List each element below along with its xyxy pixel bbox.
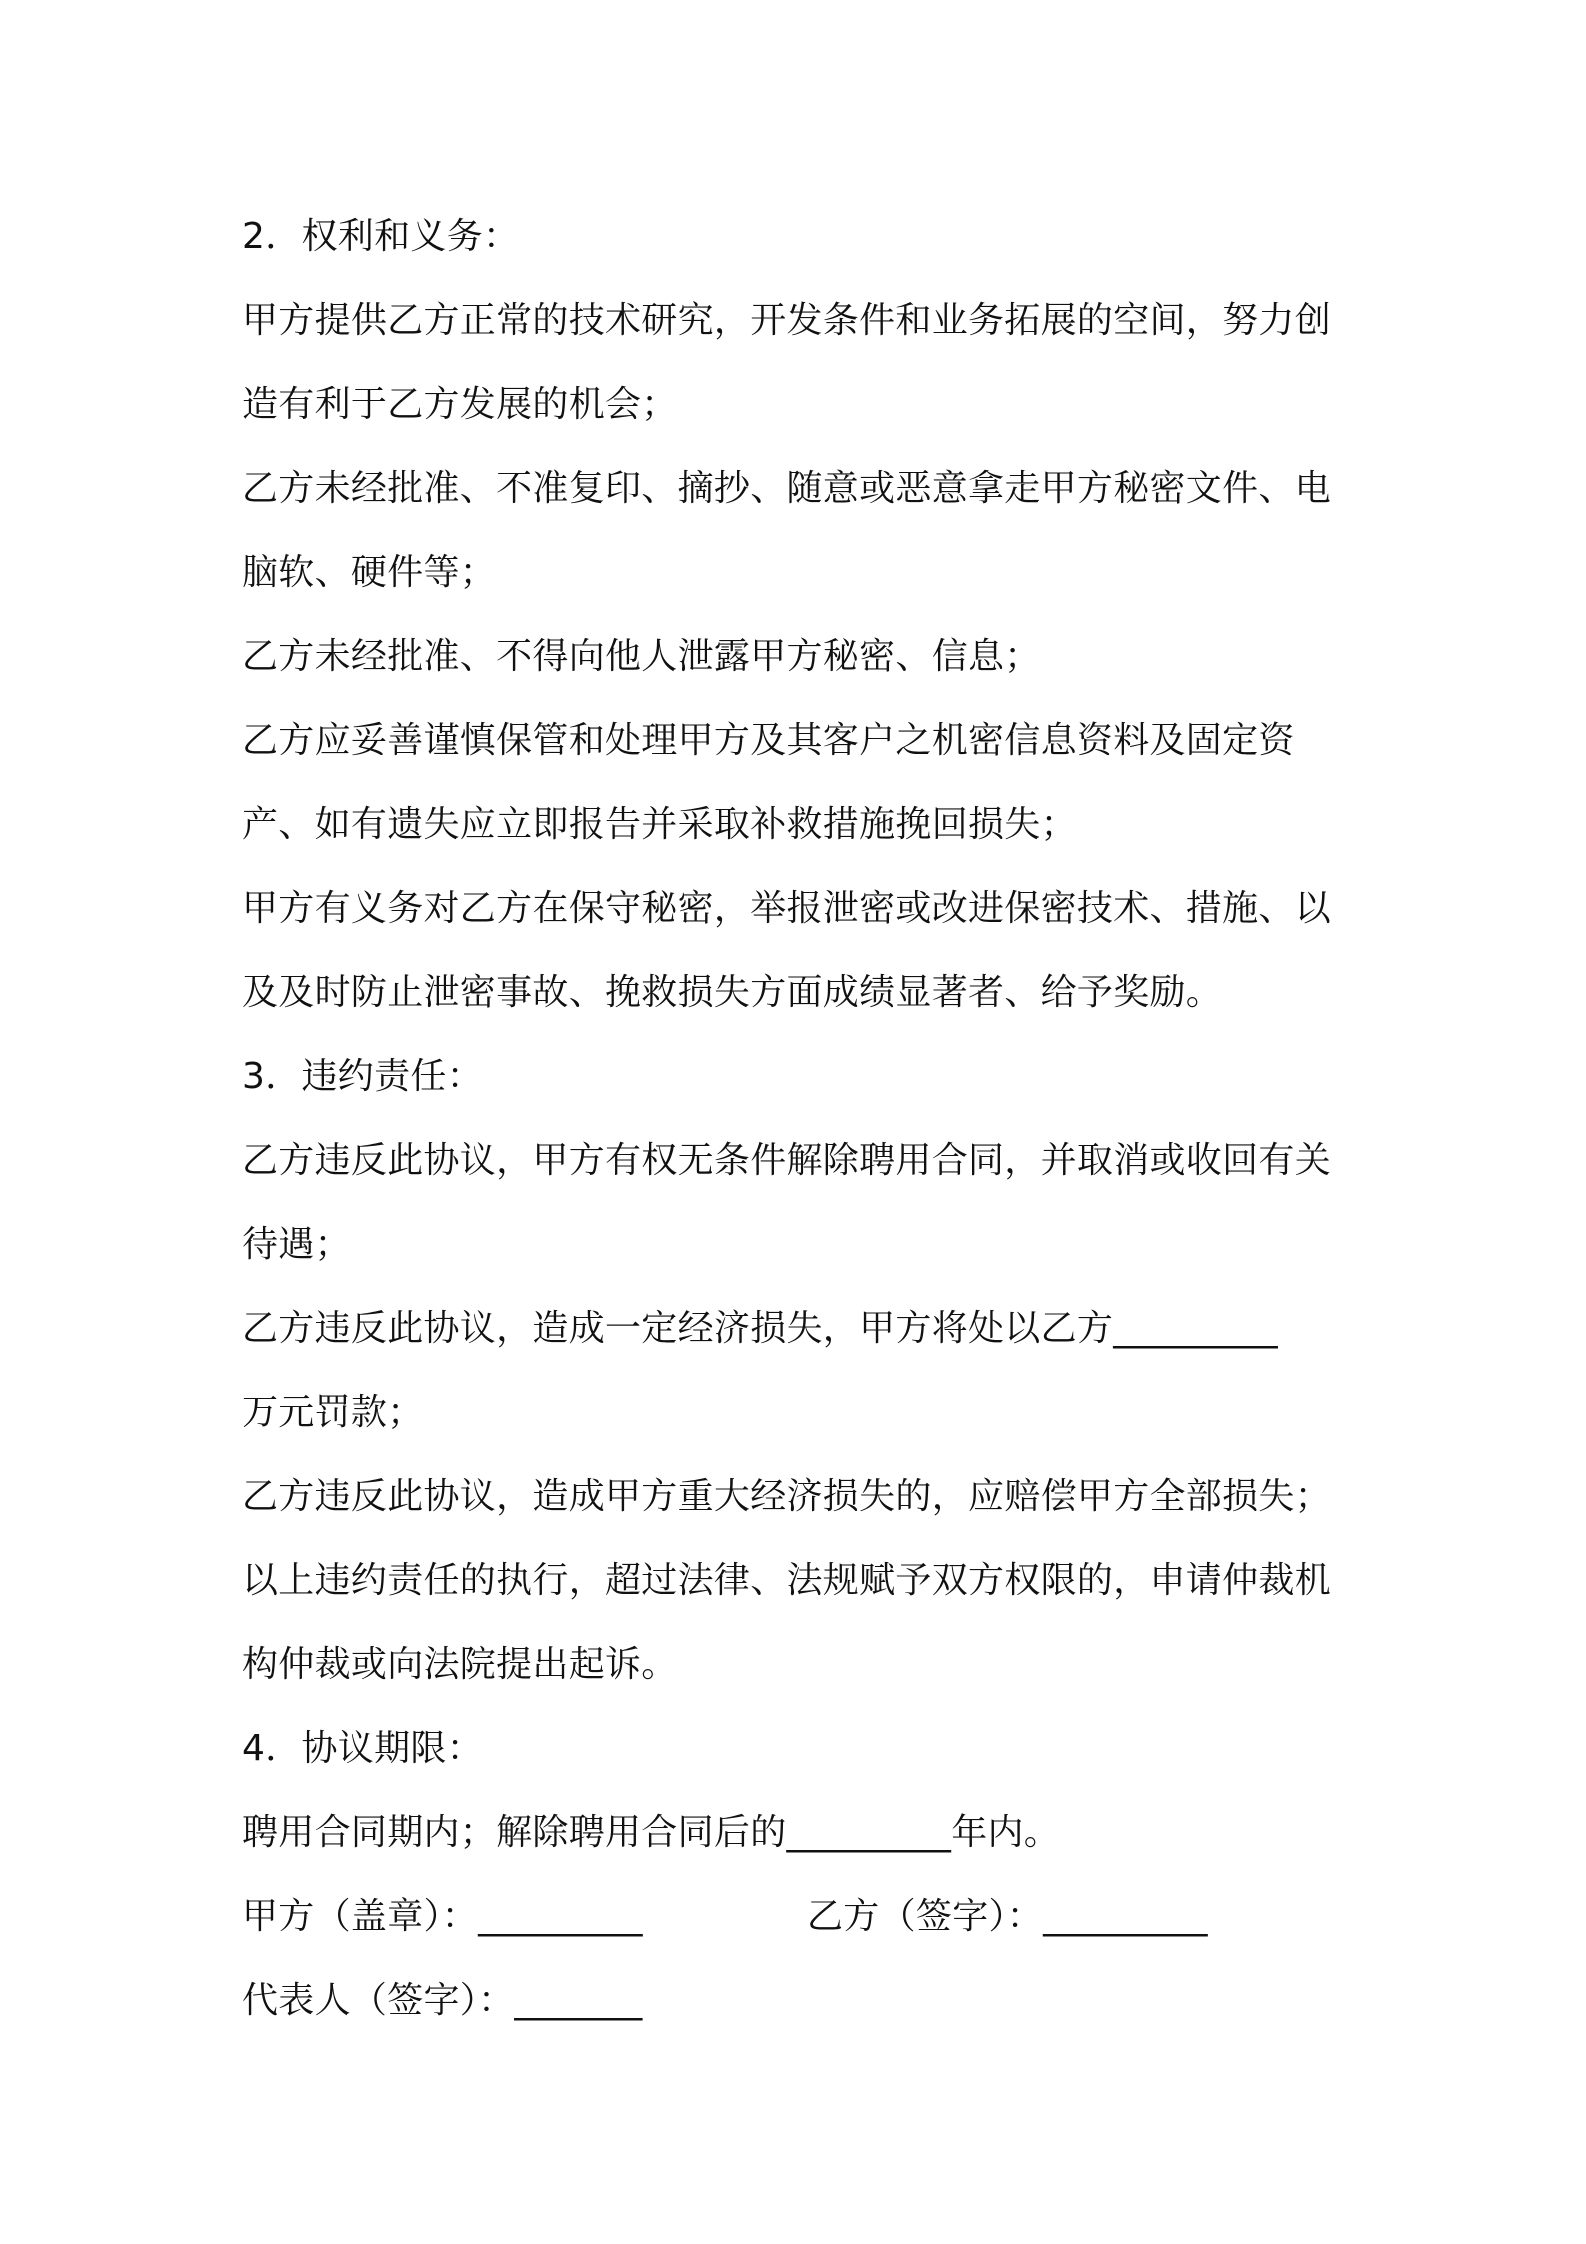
clause-line: 乙方违反此协议，造成甲方重大经济损失的，应赔偿甲方全部损失；: [242, 1476, 1332, 1517]
clause-line: 乙方违反此协议，造成一定经济损失，甲方将处以乙方_________: [242, 1308, 1278, 1349]
clause-line: 待遇；: [242, 1224, 351, 1265]
clause-line: 及及时防止泄密事故、挽救损失方面成绩显著者、给予奖励。: [242, 972, 1223, 1013]
clause-line: 造有利于乙方发展的机会；: [242, 384, 678, 425]
party-b-signature: 乙方（签字）：_________: [807, 1896, 1208, 1937]
clause-line: 乙方未经批准、不得向他人泄露甲方秘密、信息；: [242, 636, 1041, 677]
clause-line: 甲方提供乙方正常的技术研究，开发条件和业务拓展的空间，努力创: [242, 300, 1332, 341]
party-a-signature: 甲方（盖章）：_________: [242, 1896, 643, 1937]
clause-line: 聘用合同期内；解除聘用合同后的_________年内。: [242, 1812, 1061, 1853]
clause-line: 产、如有遗失应立即报告并采取补救措施挽回损失；: [242, 804, 1077, 845]
clause-line: 脑软、硬件等；: [242, 552, 497, 593]
clause-line: 乙方违反此协议，甲方有权无条件解除聘用合同，并取消或收回有关: [242, 1140, 1332, 1181]
clause-line: 甲方有义务对乙方在保守秘密，举报泄密或改进保密技术、措施、以: [242, 888, 1332, 929]
section-4-heading: 4．协议期限：: [242, 1728, 484, 1769]
signature-row: [242, 1875, 1372, 1959]
clause-line: 万元罚款；: [242, 1392, 424, 1433]
clause-line: 乙方未经批准、不准复印、摘抄、随意或恶意拿走甲方秘密文件、电: [242, 468, 1332, 509]
clause-line: 乙方应妥善谨慎保管和处理甲方及其客户之机密信息资料及固定资: [242, 720, 1295, 761]
contract-page: [242, 195, 1372, 2043]
section-2-heading: 2．权利和义务：: [242, 216, 520, 257]
representative-signature: 代表人（签字）：_______: [242, 1980, 643, 2021]
section-3-heading: 3．违约责任：: [242, 1056, 484, 1097]
clause-line: 构仲裁或向法院提出起诉。: [242, 1644, 678, 1685]
clause-line: 以上违约责任的执行，超过法律、法规赋予双方权限的，申请仲裁机: [242, 1560, 1332, 1601]
